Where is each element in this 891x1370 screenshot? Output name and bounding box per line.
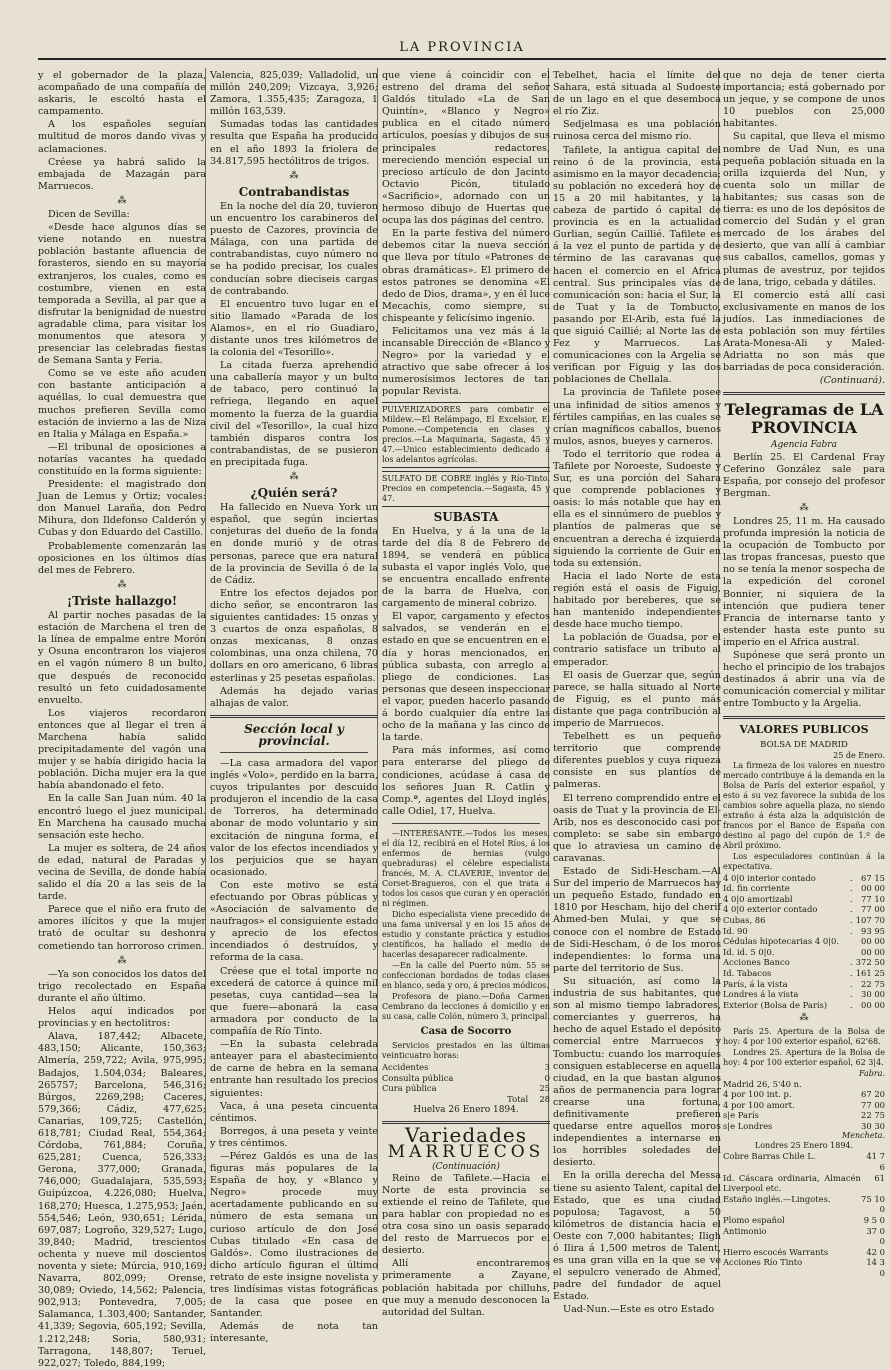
signature: Mencheta. [842,1131,885,1141]
table-cell-value: 0 [544,1072,550,1083]
table-row [723,894,885,905]
table-row [723,1089,885,1100]
paragraph: —En la calle del Puerto núm. 55 se confeccionan bordados de todas clases en blanco, seda y oro, á precios módicos. [382,960,550,990]
table-cell-label: Id. Cáscara ordinaria, Almacén Liverpool etc. [723,1172,861,1194]
paragraph: que viene á coincidir con el estreno del drama del señor Galdós titulado «La de San Quintín», «Blanco y Negro» publica en el citado número artículos, poesías y dibujos de sus principales redactores, mereciendo mención especial un precioso artículo de don Jacinto Octavio Picón, titulado «Sacrificio», adornado con un hermoso dibujo de Huertas que ocupa las dos páginas del centro. [382,70,550,227]
section-rule [723,392,885,395]
table-row [723,1000,885,1011]
table-cell-value: 22 75 [861,978,885,989]
continuation-note: (Continuación) [432,1161,500,1172]
section-heading: Sección local y provincial. [244,721,344,748]
table-cell-value: 00 00 [861,999,885,1010]
paragraph: En la calle San Juan núm. 40 la encontró luego el juez municipal. En Marchena ha causado mucha sensación este hecho. [38,793,206,841]
table-row [723,926,885,937]
table-cell-value: 107 70 [855,915,885,926]
advertisement: SULFATO DE COBRE inglés y Río-Tinto. Precios en competencia.—Sagasta, 45 y 47. [382,471,550,507]
section-heading: Variedades [405,1123,527,1148]
paragraph: —La casa armadora del vapor inglés «Volo», perdido en la barra, cuyos tripulantes por descuido produjeron el incendio de la casa de Torreros, ha determinado abonar de modo voluntario y sin excitación de ninguna forma, el valor de los efectos incendiados y los perjuicios que se hayan ocasionado. [210,757,378,878]
table-row [723,1257,885,1278]
subheading: BOLSA DE MADRID [760,739,848,750]
table-cell-dots: . [849,904,853,915]
paragraph: El encuentro tuvo lugar en el sitio llamado «Parada de los Alamos», en el río Guadiaro, distante unos tres kilómetros de la colonia del «Tesorillo». [210,298,378,359]
table-row [723,1226,885,1247]
table-cell-label: Acciones Banco [723,957,790,968]
paragraph: Reino de Tafilete.—Hacia el Norte de esta provincia se extiende el reino de Tafilete, que para hablar con propiedad no es otra cosa sino un oasis separado del resto de Marruecos por el desierto. [382,1172,550,1257]
section-heading: Contrabandistas [238,184,350,199]
paragraph: El comercio está allí casi exclusivamente en manos de los judíos. Las inmediaciones de esta población son muy fértiles Arata-Monesa-Ali y Maled-Adriatta no son más que barriadas de poca consideración. [723,289,885,374]
table-cell-label: 4 0|0 exterior contado [723,904,818,915]
table-cell-label: Accidentes [382,1061,429,1072]
bolsa-table [723,873,885,1011]
paragraph: El oasis de Guerzar que, según parece, se halla situado al Norte de Figuig, es el punto más distante que paga contribución al imperio de Marruecos. [553,669,721,729]
paragraph: Estado de Sidi-Hescham.—Al Sur del imperio de Marruecos hay un pequeño Estado, fundado en 1810 por Hescham, hijo del cherif Ahmed-ben Mulai, y que se conoce con el nombre de Estado de Sidi-Hescham, ó de los moros independientes: lo forma una parte del territorio de Sus. [553,866,721,974]
paragraph: La citada fuerza aprehendió una caballería mayor y un bulto de tabaco, pero continuó la refriega, llegando en aquel momento la fuerza de la guardia civil del «Tesorillo», la cual hizo también disparos contra los contrabandistas, de se pusieron en precipitada fuga. [210,360,378,468]
table-cell-label: Cobre Barras Chile L. [723,1151,816,1162]
paragraph: Helos aquí indicados por provincias y en hectolitros: [38,1006,206,1030]
continuation-note: (Continuará). [819,375,885,387]
table-cell-label: Consulta pública [382,1072,454,1083]
table-row [723,883,885,894]
paragraph: Dicen de Sevilla: [48,209,130,221]
rule [220,752,368,753]
separator-stars: ⁂ [117,195,127,206]
paragraph: Entre los efectos dejados por dicho señor, se encontraron las siguientes cantidades: 15 onzas y 3 cuartos de onza españolas, 8 onzas mexicanas, 8 onzas colombinas, una onza chilena, 70 dollars en oro americano, 6 libras esterlinas y 25 pesetas españolas. [210,587,378,684]
paragraph: La provincia de Tafilete posee una infinidad de sitios amenos y fértiles campiñas, en las cuales se crían magníficos caballos, buenos mulos, asnos, bueyes y carneros. [553,387,721,447]
paragraph: Tafilete, la antigua capital del reino ó de la provincia, está asimismo en la mayor decadencia; su población no excederá hoy de 15 a 20 mil habitantes, y la cabeza de partido ó capital de provincia es en la actualidad Gurlian, según Caillié. Tafilete es á la vez el punto de partida y de término de las caravanas que hacen el comercio en el Africa central. Sus principales vías de comunicación son: hacia el Sur, la de Tuat y la de Tombucto, pasando por El-Arib, esta fué la que siguió Caillié; al Norte las de Fez y Marruecos. Las comunicaciones con la Argelia se verifican por Figuig y las dos poblaciones de Chellala. [553,144,721,386]
table-cell-value: 25 [539,1083,550,1094]
table-cell-value: 77 00 [861,1099,885,1110]
paragraph: Al partir noches pasadas de la estación de Marchena el tren de la línea de empalme entre Morón y Osuna encontraron los viajeros en el vagón número 8 un bulto, que después de reconocido resultó un feto cuidadosamente envuelto. [38,610,206,706]
table-row [723,1247,885,1258]
paragraph: Vaca, á una peseta cincuenta céntimos. [210,1100,378,1124]
table-cell-label: s|e Londres [723,1120,773,1131]
table-cell-label: Id. id. 5 0|0. [723,946,775,957]
separator-stars: ⁂ [799,1013,809,1024]
agency-name: Agencia Fabra [771,440,837,451]
paragraph: Créese ya habrá salido la embajada de Mazagán para Marruecos. [38,156,206,192]
paragraph: Además de nota tan interesante, [210,1321,378,1345]
table-cell-dots: . [849,915,853,926]
table-cell-label: Exterior (Bolsa de París) [723,999,828,1010]
table-cell-value: 9 5 0 [863,1215,885,1226]
paragraph: —El tribunal de oposiciones a notarías vacantes ha quedado constituído en la forma siguiente: [38,441,206,477]
paragraph: que no deja de tener cierta importancia; está gobernado por un jeque, y se compone de unos 10 pueblos con 25,000 habitantes. [723,70,885,130]
paragraph: «Desde hace algunos días se viene notando en nuestra población bastante afluencia de forasteros, siendo en su mayoría extranjeros, los cuales, como es costumbre, vienen en esta temporada a Sevilla, al par que a disfrutar la benignidad de nuestro agradable clima, para visitar los monumentos que atesora y presenciar las celebradas fiestas de Semana Santa y Feria. [38,222,206,367]
paragraph: Presidente: el magistrado don Juan de Lemus y Ortiz; vocales: don Manuel Laraña, don Pedro Mihura, don Ildefonso Calderón y Cubas y don Eduardo del Castillo. [38,479,206,539]
table-row [382,1083,550,1094]
table-cell-label: Acciones Río Tinto [723,1257,803,1268]
table-cell-label: 4 0|0 amortizabl [723,893,793,904]
paragraph: Sedjelmasa es una población ruinosa cerca del mismo río. [553,119,721,143]
table-cell-value: 372 50 [855,957,885,968]
paragraph: y el gobernador de la plaza, acompañado de una compañía de askaris, le escoltó hasta el campamento. [38,70,206,118]
paragraph: La población de Guadsa, por el contrario satisface un tributo al emperador. [553,632,721,668]
madrid-table [723,1079,885,1132]
column-5 [723,70,885,1278]
table-cell-dots: . [849,978,853,989]
table-row [723,936,885,947]
paragraph: Los especuladores continúan á la expectativa. [723,851,885,871]
paragraph: Parece que el niño era fruto de amores ilícitos y que la mujer trató de ocultar su deshonra cometiendo tan horroroso crimen. [38,904,206,952]
table-cell-label: 4 por 100 int. p. [723,1089,792,1100]
dateline: 25 de Enero. [833,750,885,760]
column-3 [382,70,550,1318]
table-cell-value [847,1079,885,1090]
table-cell-value: 00 00 [861,946,885,957]
table-row-total [382,1094,550,1105]
paragraph: Para más informes, así como para enterarse del pliego de condiciones, acúdase á casa de los señores Juan R. Catlin y Comp.ª, agentes del Lloyd inglés, calle Odiel, 17, Huelva. [382,745,550,817]
table-cell-value: 42 0 [866,1246,885,1257]
paragraph: Su capital, que lleva el mismo nombre de Uad Nun, es una pequeña población situada en la orilla izquierda del Nun, y cuenta solo un millar de habitantes; sus casas son de tierra: es uno de los depósitos de comercio del Sudán y el gran mercado de los árabes del desierto, que van allí á cambiar sus caballos, camellos, gomas y plumas de avestruz, por tejidos de lana, trigo, cebada y dátiles. [723,131,885,288]
paragraph: Todo el territorio que rodea á Tafilete por Noroeste, Sudoeste y Sur, es una porción del Sahara que comprende poblaciones y oasis: lo más notable que hay en ella es el sinnúmero de pueblos y plantíos de palmeras que se encuentran a derecha é izquierda siguiendo la corriente de Guir en toda su extensión. [553,448,721,569]
paragraph: Los viajeros recordaron entonces que al llegar el tren á Marchena había salido precipitadamente del vagón una mujer y se había dirigido hacia la población. Dicha mujer era la que había abandonado el feto. [38,707,206,792]
table-cell-label: s|e París [723,1110,759,1121]
paragraph: Créese que el total importe no excederá de catorce á quince mil pesetas, cuya cantidad—sea la que fuere—abonará la casa armadora por conducto de la compañía de Río Tinto. [210,965,378,1038]
table-row [723,1215,885,1226]
paragraph: Probablemente comenzarán las oposiciones en los últimos días del mes de Febrero. [38,540,206,576]
table-cell-value: 161 25 [855,968,885,979]
header-rule [38,58,886,60]
paragraph: Con este motivo se está efectuando por Obras públicas y «Asociación de salvamento de naufragos» el consiguiente estado y aprecio de los efectos incendiados ó destruídos, y reforma de la casa. [210,879,378,964]
table-cell-value: 3 [544,1061,550,1072]
paragraph: Felicitamos una vez más á la incansable Dirección de «Blanco y Negro» por la variedad y el atractivo que sabe ofrecer á los numerosísimos lectores de tan popular Revista. [382,325,550,398]
section-heading: ¡Triste hallazgo! [66,593,178,608]
table-row [382,1073,550,1084]
table-cell-value: 67 15 [861,872,885,883]
paragraph: La mujer es soltera, de 24 años de edad, natural de Paradas y vecina de Sevilla, de donde había salido el día 20 a las seis de la tarde. [38,842,206,903]
table-row [382,1062,550,1073]
paragraph: Dicho especialista viene precedido de una fama universal y en los 15 años de estudio y constante práctica y estudios científicos, ha hallado el medio de hacerlas desaparecer radicalmente. [382,909,550,959]
section-heading: ¿Quién será? [250,486,338,501]
london-table [723,1151,885,1278]
table-row [723,1151,885,1172]
table-row [723,873,885,884]
dateline: Huelva 26 Enero 1894. [413,1105,519,1116]
separator-stars: ⁂ [117,579,127,590]
paragraph: En la orilla derecha del Messa tiene su asiento Talent, capital del Estado, que es una ciudad populosa; Tagavost, a 50 kilómetros de distancia hacia el Oeste con 7,000 habitantes; Iligh ó Ilira á 1,500 metros de Talent, es una gran villa en la que se ve el sepulcro venerado de Ahmed, padre del fundador de aquel Estado. [553,1170,721,1303]
table-row [723,1100,885,1111]
paragraph: Borregos, á una peseta y veinte y tres céntimos. [210,1125,378,1149]
table-row [723,1173,885,1194]
paragraph: Londres 25. Apertura de la Bolsa de hoy: 4 por 100 exterior español, 62 3|4. [723,1047,885,1067]
section-heading: VALORES PUBLICOS [739,722,869,736]
paragraph: —INTERESANTE.—Todos los meses, el día 12, recibirá en el Hotel Ríos, á los enfermos de hernias (vulgo quebraduras) el célebre especialista francés, M. A. CLAVERIE, inventor del Corset-Bragueros, con el que trata a todos los casos que curan y en operación ni régimen. [382,828,550,908]
paragraph: La firmeza de los valores en nuestro mercado contribuye á la demanda en la Bolsa de París del exterior español, y esto á su vez favorece la subida de los cambios sobre aquella plaza, no siendo extraño á ésta alza la adquisición de francos por el Banco de España con destino al pago del cupón de 1.º de Abril próximo. [723,760,885,850]
table-cell-value: 75 10 0 [861,1193,885,1215]
paragraph: Servicios prestados en las últimas veinticuatro horas: [382,1040,550,1060]
table-cell-label: Total [507,1093,529,1104]
section-rule [210,715,378,718]
paragraph: —En la subasta celebrada anteayer para el abastecimiento de carne de hebra en la semana entrante han resultado los precios siguientes: [210,1039,378,1099]
table-cell-label: Cubas, 86 [723,915,766,926]
telegrams-heading: Telegramas de LA PROVINCIA [724,400,884,438]
paragraph: Hacia el lado Norte de esta región está el oasis de Figuig, habitado por bereberes, que se han mantenido independientes desde hace mucho tiempo. [553,570,721,631]
paragraph: —Pérez Galdós es una de las figuras más populares de la España de hoy, y «Blanco y Negro» procede muy acertadamente publicando en su número de esta semana un curioso artículo de don José Cubas titulado «En casa de Galdós». Como ilustraciones de dicho artículo figuran el último retrato de este insigne novelista y tres lindísimas vistas fotográficas de la casa que posee en Santander. [210,1150,378,1320]
paragraph: Alava, 187,442; Albacete, 483,150; Alicante, 150,363; Almería, 259,722; Avila, 975,995; Badajos, 1.504,034; Baleares, 265757; Barcelona, 546,316; Búrgos, 2269,298; Caceres, 579,366; Cádiz, 477,625; Canarias, 109,725; Castellón, 618,781; Ciudad Real, 554,364; Córdoba, 761,884; Coruña, 625,281; Cuenca, 526,333; Gerona, 377,000; Granada, 746,000; Guadalajara, 535,593; Guipúzcoa, 4.226,080; Huelva, 168,270; Huesca, 1.275,953; Jaén, 554,546; León, 930,651; Lérida, 697,087; Logroño, 329,527; Lugo, 39,840; Madrid, trescientos ochenta y nueve mil doscientos noventa y siete; Múrcia, 910,169; Navarra, 802,099; Orense, 30,089; Oviedo, 14,562; Palencia, 902,913; Pontevedra, 7,005; Salamanca, 1.303,400; Santander, 41,339; Segovia, 605,192; Sevilla, 1.212,248; Soria, 580,931; Tarragona, 148,807; Teruel, 922,027; Toledo, 884,199; [38,1031,206,1369]
paragraph: Su situación, así como la industria de sus habitantes, que son al mismo tiempo labradores, comerciantes y guerreros, ha hecho de aquel Estado el depósito comercial entre Marruecos y Tombuctu: cuando los marroquíes consiguen establecerse en aquella ciudad, en la que bastan algunos años de permanencia para lograr crearse una fortuna, definitivamente prefieren quedarse entre aquellos moros independientes a internarse en los horribles soledades del desierto. [553,975,721,1169]
dateline: Londres 25 Enero 1894. [754,1141,854,1151]
table-cell-label: Londres á la vista [723,989,799,1000]
table-row [723,1194,885,1215]
paragraph: Allí encontraremos primeramente a Zayane, población habitada por chilluhs, que muy a menudo desconocen la autoridad del Sultan. [382,1258,550,1318]
column-2 [210,70,378,1345]
table-row [723,1079,885,1090]
paragraph: En la parte festiva del número debemos citar la nueva sección que lleva por título «Patrones de obras dramáticas». El primero de estos patrones se denomina «El dedo de Dios, drama», y en él luce Mecachis, como siempre, su chispeante y felicísimo ingenio. [382,228,550,324]
table-cell-label: 4 0|0 interior contado [723,872,816,883]
separator-stars: ⁂ [117,955,127,966]
table-cell-value: 41 7 6 [866,1151,885,1173]
paragraph: En la noche del día 20, tuvieron un encuentro los carabineros del puesto de Cazores, provincia de Málaga, con una partida de contrabandistas, cuyo número no se ha podido precisar, los cuales conducían sobre dieciseis cargas de contrabando. [210,200,378,297]
table-cell-label: Cédulas hipotecarias 4 0|0. [723,936,839,947]
paragraph: El terreno comprendido entre el oasis de Tuat y la provincia de El-Arib, nos es desconocido casi por completo: se sabe sin embargo que lo atraviesa un camino de caravanas. [553,792,721,864]
table-cell-value: 22 75 [861,1110,885,1121]
paragraph: En Huelva, y á la una de la tarde del día 8 de Febrero de 1894, se venderá en pública subasta el vapor inglés Volo, que se encuentra encallado enfrente de la barra de Huelva, con cargamento de mineral cobrizo. [382,525,550,610]
table-cell-label: Cura pública [382,1083,437,1094]
paragraph: Berlín 25. El Cardenal Fray Ceferino González sale para España, por consejo del profesor Bergman. [723,451,885,499]
table-cell-dots: . [849,968,853,979]
paragraph: Valencia, 825,039; Valladolid, un millón 240,209; Vizcaya, 3,926; Zamora, 1.355,435; Zaragoza, 1 millón 163,539. [210,70,378,118]
paragraph: Londres 25, 11 m. Ha causado profunda impresión la noticia de la ocupación de Tombucto por las tropas francesas, puesto que no se tenía la menor sospecha de la expedición del coronel Bonnier, ni siquiera de la intención que pudiera tener Francia de internarse tanto y estender hasta este punto su imperio en el Africa austral. [723,516,885,648]
paragraph: Ha fallecido en Nueva York un español, que según inciertas conjeturas del dueño de la fonda en donde murió y de otras personas, parece que era natural de la provincia de Sevilla ó de la de Cádiz. [210,502,378,586]
table-cell-value: 67 20 [861,1089,885,1100]
table-cell-dots: . [849,893,853,904]
table-row [723,915,885,926]
separator-stars: ⁂ [799,502,809,513]
separator-stars: ⁂ [289,472,299,482]
page-header-title: LA PROVINCIA [399,40,525,55]
advertisement: PULVERIZADORES para combatir el Mildew.—El Relámpago, El Excelsior, El Pomone.—Competencia en clases y precios.—La Maquinaria, Sagasta, 45 y 47.—Unico establecimiento dedicado á los adelantos agrícolas. [382,402,550,468]
table-cell-dots: . [849,925,853,936]
table-cell-label: Madrid 26, 5'40 n. [723,1078,802,1089]
paragraph: Supónese que será pronto un hecho el principio de los trabajos destinados á abrir una vía de comunicación comercial y militar entre Tombucto y la Argelia. [723,650,885,710]
table-cell-value: 00 00 [861,936,885,947]
table-cell-value: 93 95 [861,925,885,936]
table-cell-dots: . [849,872,853,883]
column-4 [553,70,721,1316]
table-cell-value: 14 3 0 [866,1257,885,1278]
table-row [723,989,885,1000]
table-cell-dots: . [849,883,853,894]
table-cell-value: 00 00 [861,883,885,894]
table-row [723,968,885,979]
table-row [723,979,885,990]
paragraph: El vapor, cargamento y efectos salvados, se venderán en el estado en que se encuentren en el día y horas mencionados, en pública subasta, con arreglo al pliego de condiciones. Las personas que deseen inspeccionar el vapor, pueden hacerlo pasando á bordo cualquier día entre las ocho de la mañana y las cinco de la tarde. [382,611,550,744]
column-1 [38,70,206,1369]
table-cell-label: Plomo español [723,1215,785,1226]
socorro-table [382,1062,550,1104]
separator-stars: ⁂ [289,170,299,181]
article-title: MARRUECOS [387,1141,545,1162]
table-cell-value: 37 0 0 [866,1225,885,1247]
paragraph: París 25. Apertura de la Bolsa de hoy: 4 por 100 exterior español, 62'68. [723,1026,885,1046]
table-cell-value: 61 [874,1172,885,1183]
table-cell-label: Antimonio [723,1225,767,1236]
table-cell-value: 30 30 [861,1120,885,1131]
table-cell-label: Id. fin corriente [723,883,790,894]
table-row [723,1121,885,1132]
table-cell-label: 4 por 100 amort. [723,1099,795,1110]
paragraph: Como se ve este año acuden con bastante anticipación a aquéllas, lo cual demuestra que muchos prefieren Sevilla como estación de invierno a las de Niza en Italia y Málaga en España.» [38,368,206,440]
section-heading: SUBASTA [433,509,499,524]
table-cell-label: Id. 90 [723,925,748,936]
table-cell-dots: . [849,999,853,1010]
table-cell-label: Id. Tabacos [723,968,772,979]
table-row [723,947,885,958]
paragraph: A los españoles seguían multitud de moros dando vivas y aclamaciones. [38,119,206,155]
signature: Fabra. [858,1068,885,1078]
paragraph: Uad-Nun.—Este es otro Estado [563,1304,715,1316]
table-row [723,904,885,915]
paragraph: Sumadas todas las cantidades resulta que España ha producido en el año 1893 la friolera de 34.817,595 hectólitros de trigos. [210,119,378,167]
paragraph: Tebelhet, hacia el límite del Sahara, está situada al Sudoeste de un lago en el que desemboca el río Ziz. [553,70,721,118]
section-rule [723,716,885,719]
table-cell-label: París, á la vista [723,978,788,989]
table-row [723,957,885,968]
table-cell-value: 28 [539,1093,550,1104]
section-heading: Casa de Socorro [420,1025,512,1037]
paragraph: Profesora de piano.—Doña Carmen Cembrano da lecciones á domicilio y en su casa, calle Colón, número 3, principal. [382,991,550,1021]
table-cell-label: Hierro escocés Warrants [723,1246,829,1257]
table-cell-value: 77 10 [861,893,885,904]
table-row [723,1110,885,1121]
paragraph: Tebelhett es un pequeño territorio que comprende diferentes pueblos y cuya riqueza consiste en sus plantíos de palmeras. [553,731,721,791]
table-cell-dots: . [849,989,853,1000]
rule [392,823,540,824]
table-cell-value: 30 00 [861,989,885,1000]
paragraph: —Ya son conocidos los datos del trigo recolectado en España durante el año último. [38,968,206,1004]
table-cell-value: 77 00 [861,904,885,915]
paragraph: Además ha dejado varias alhajas de valor. [210,685,378,709]
table-cell-label: Estaño inglés.—Lingotes. [723,1193,831,1204]
table-cell-dots: . [849,957,853,968]
